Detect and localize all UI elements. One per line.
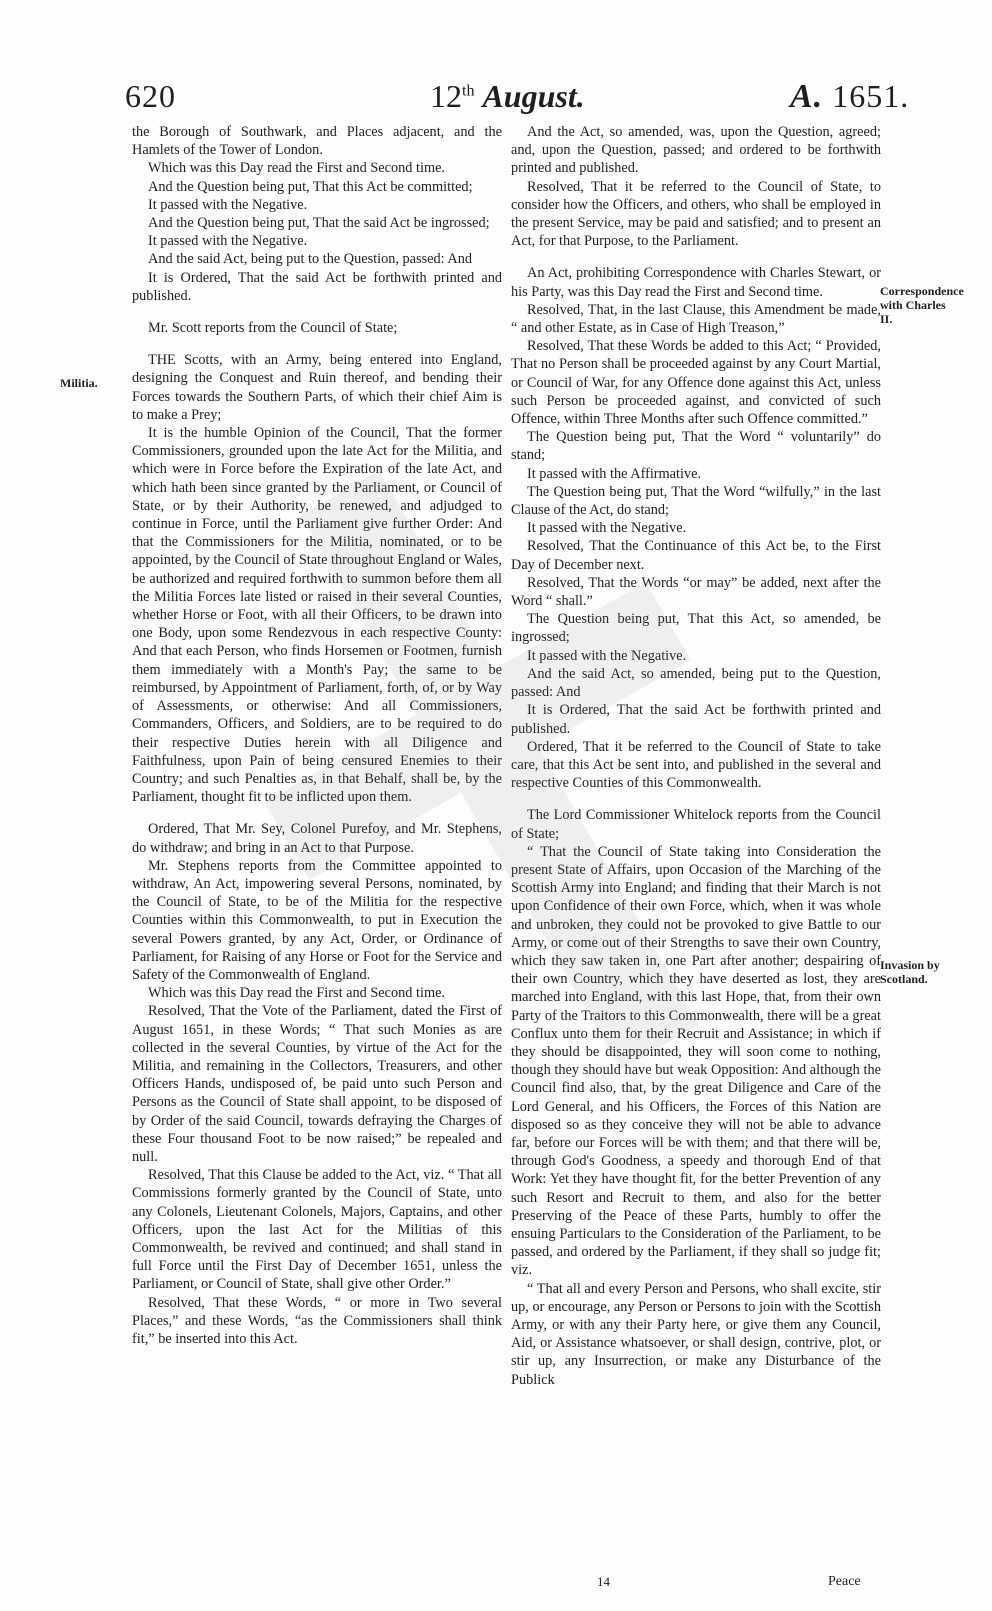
page-number: 620 xyxy=(125,78,176,114)
paragraph: Resolved, That this Clause be added to the Act, viz. “ That all Commissions formerly granted by the Council of State, unto any Colonels, Lieutenant Colonels, Majors, Captains, and other Officers, upon the last Act for the Militias of this Commonwealth, be revived and continued; and shall stand in full Force until the First Day of December 1651, unless the Parliament, or Council of State, shall give other Order.” xyxy=(132,1167,502,1293)
paragraph: It passed with the Negative. xyxy=(148,233,308,250)
paragraph: Resolved, That, in the last Clause, this Amendment be made, “ and other Estate, as in Case of High Treason,” xyxy=(511,301,881,337)
paragraph: Resolved, That the Continuance of this Act be, to the First Day of December next. xyxy=(511,538,881,573)
paragraph: And the Question being put, That the said Act be ingrossed; xyxy=(148,215,490,232)
paragraph: It passed with the Negative. xyxy=(148,196,308,213)
paragraph: Mr. Scott reports from the Council of State; xyxy=(148,320,398,337)
date-month: August. xyxy=(482,78,585,114)
margin-note-correspondence: Correspondence with Charles II. xyxy=(880,284,964,326)
paragraph: THE Scotts, with an Army, being entered into England, designing the Conquest and Ruin thereof, and bending their Forces towards the Southern Parts, of which their chief Aim is to make a Prey; xyxy=(132,352,502,423)
paragraph: It is the humble Opinion of the Council, That the former Commissioners, grounded upon the late Act for the Militia, and which were in Force before the Expiration of the late Act, and which hath been since granted by the Parliament, or Council of State, or by their Authority, be renewed, and adjudged to continue in Force, until the Parliament give further Order: And that the Commissioners for the Militia, nominated, or to be appointed, by the Council of State throughout England or Wales, be authorized and required forthwith to summon before them all the Militia Forces late listed or raised in their several Counties, whether Horse or Foot, with all their Officers, to be drawn into one Body, upon some Rendezvous in each respective County: And that each Person, who finds Horsemen or Footmen, furnish them immediately with a Month's Pay; the same to be reimbursed, by Appointment of Parliament, forth, of, or by Way of Assessments, or otherwise: And all Commissioners, Commanders, Officers, and Soldiers, are to be required to do their respective Duties herein with all Diligence and Faithfulness, upon Pain of being censured Enemies to their Country; and such Penalties as, in that Behalf, shall be, by the Parliament, thought fit to be inflicted upon them. xyxy=(132,425,502,806)
signature-mark: 14 xyxy=(597,1574,610,1589)
paragraph: Resolved, That the Vote of the Parliament, dated the First of August 1651, in these Words; “ That such Monies as are collected in the several Counties, by virtue of the Act for the Militia, and remaining in the Collectors, Treasurers, and other Officers Hands, undisposed of, be paid unto such Person and Persons as the Council of State shall appoint, to be disposed of by Order of the said Council, towards defraying the Charges of these Four thousand Foot to be now raised;” be repealed and null. xyxy=(132,1003,502,1165)
year-prefix: A. xyxy=(790,78,824,115)
right-column xyxy=(511,123,881,1389)
paragraph: And the Act, so amended, was, upon the Question, agreed; and, upon the Question, passed; and ordered to be forthwith printed and published. xyxy=(511,124,881,177)
left-column xyxy=(132,123,502,1348)
paragraph: Resolved, That these Words, “ or more in Two several Places,” and these Words, “as the Commissioners shall think fit,” be inserted into this Act. xyxy=(132,1294,502,1347)
paragraph: the Borough of Southwark, and Places adjacent, and the Hamlets of the Tower of London. xyxy=(132,124,502,159)
paragraph: It passed with the Negative. xyxy=(527,520,687,537)
catchword: Peace xyxy=(828,1574,861,1589)
margin-note-militia: Militia. xyxy=(60,376,98,390)
paragraph: Resolved, That the Words “or may” be added, next after the Word “ shall.” xyxy=(511,574,881,610)
margin-note-invasion: Invasion by Scotland. xyxy=(880,958,940,986)
paragraph: The Question being put, That the Word “wilfully,” in the last Clause of the Act, do stand; xyxy=(511,483,881,519)
paragraph: “ That all and every Person and Persons, who shall excite, stir up, or encourage, any Person or Persons to join with the Scottish Army, or with any their Party here, or give them any Council, Aid, or Assistance whatsoever, or shall design, contrive, plot, or stir up, any Insurrection, or make any Disturbance of the Publick xyxy=(511,1280,881,1388)
paragraph: Which was this Day read the First and Second time. xyxy=(148,985,445,1002)
paragraph: The Question being put, That this Act, so amended, be ingrossed; xyxy=(511,611,881,646)
paragraph: And the Question being put, That this Act be committed; xyxy=(148,178,473,195)
running-head-year xyxy=(790,78,909,116)
paragraph: An Act, prohibiting Correspondence with Charles Stewart, or his Party, was this Day read the First and Second time. xyxy=(511,265,881,300)
paragraph: Ordered, That it be referred to the Council of State to take care, that this Act be sent into, and published in the several and respective Counties of this Commonwealth. xyxy=(511,738,881,792)
paragraph: “ That the Council of State taking into Consideration the present State of Affairs, upon Occasion of the Marching of the Scottish Army into England; and finding that their March is not upon Confidence of their own Force, which, when it was whole and unbroken, they could not be provoked to give Battle to our Army, or come out of their Strengths to save their own Country, which they saw taken in, one Part after another; despairing of their own Country, which they have deserted as lost, they are marched into England, with this last Hope, that, from their own Party of the Traitors to this Commonwealth, there will be a great Conflux unto them for their Recruit and Assistance; in which if they should be disappointed, they will soon come to nothing, though they should have but weak Opposition: And although the Council find also, that, by the great Diligence and Care of the Lord General, and his Officers, the Forces of this Nation are disposed so as they conceive they will not be able to advance far, before our Forces will be with them; and that there will be, through God's Goodness, a speedy and thorough End of that Work: Yet they have thought fit, for the better Prevention of any such Resort and Recruit to them, and also for the better Preserving of the Peace of these Parts, humbly to offer the ensuing Particulars to the Consideration of the Parliament, to be passed, and ordered by the Parliament, if they shall so judge fit; viz. xyxy=(511,843,881,1279)
date-suffix: th xyxy=(462,82,475,100)
paragraph: It passed with the Negative. xyxy=(527,647,687,664)
date-day: 12 xyxy=(430,78,462,114)
running-head-date xyxy=(430,78,585,115)
paragraph: It is Ordered, That the said Act be forthwith printed and published. xyxy=(132,269,502,304)
paragraph: And the said Act, being put to the Question, passed: And xyxy=(148,251,473,268)
paragraph: Mr. Stephens reports from the Committee appointed to withdraw, An Act, impowering several Persons, nominated, by the Council of State, to be of the Militia for the respective Counties within this Commonwealth, to put in Execution the several Powers granted, by any Act, Order, or Ordinance of Parliament, for Raising of any Horse or Foot for the Service and Safety of the Commonwealth of England. xyxy=(132,857,502,983)
paragraph: Which was this Day read the First and Second time. xyxy=(148,160,445,177)
paragraph: The Question being put, That the Word “ voluntarily” do stand; xyxy=(511,429,881,464)
paragraph: It is Ordered, That the said Act be forthwith printed and published. xyxy=(511,702,881,737)
paragraph: Ordered, That Mr. Sey, Colonel Purefoy, and Mr. Stephens, do withdraw; and bring in an Act to that Purpose. xyxy=(132,821,502,856)
paragraph: And the said Act, so amended, being put to the Question, passed: And xyxy=(511,665,881,701)
paragraph: Resolved, That these Words be added to this Act; “ Provided, That no Person shall be proceeded against by any Court Martial, or Council of War, for any Offence done against this Act, unless such Person be proceeded against, and convicted of such Offence, within Three Months after such Offence committed.” xyxy=(511,338,881,428)
paragraph: It passed with the Affirmative. xyxy=(527,465,702,482)
paragraph: The Lord Commissioner Whitelock reports from the Council of State; xyxy=(511,807,881,842)
year-number: 1651. xyxy=(832,78,910,114)
paragraph: Resolved, That it be referred to the Council of State, to consider how the Officers, and others, who shall be employed in the present Service, may be paid and satisfied; and to present an Act, for that Purpose, to the Parliament. xyxy=(511,178,881,250)
